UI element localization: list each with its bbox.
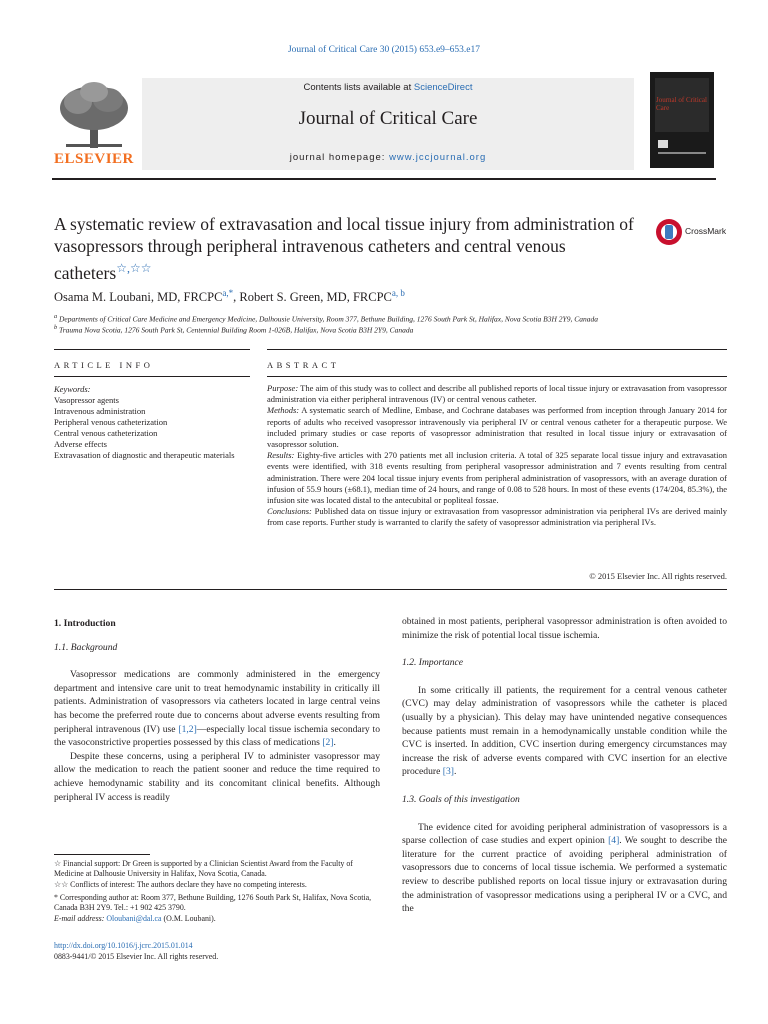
abstract-conclusions: Conclusions: Published data on tissue injury or extravasation from vasopressor administration via peripheral IVs are derived mainly from case reports. Further study is warranted to clarify the safety of vasopressor administration via peripheral IVs. <box>267 506 728 528</box>
abstract-body <box>267 383 727 529</box>
body-paragraph: Despite these concerns, using a peripheral IV to administer vasopressor may allow the medication to reach the patient sooner and reduce the time required to achieve hemodynamic stability and its concomitant clinical benefits. Although peripheral IV access is readily <box>54 750 380 803</box>
cover-title: Journal of Critical Care <box>656 96 707 112</box>
author-affil-mark[interactable]: a, b <box>391 288 405 298</box>
keyword: Vasopressor agents <box>54 395 119 405</box>
body-paragraph: In some critically ill patients, the requirement for a central venous catheter (CVC) may delay administration of vasopressors while the catheter is placed (usually by a physician). This delay may have unintended negative consequences because patients must remain in a hemodynamically unstable condition while the CVC is inserted. In addition, CVC insertion during emergency circumstances may increase the risk of adverse events compared with CVC insertion for an elective procedure [3]. <box>402 684 727 778</box>
article-info-heading: ARTICLE INFO <box>54 360 154 370</box>
body-paragraph: Vasopressor medications are commonly administered in the emergency department and intensive care unit to treat hemodynamic instability in critically ill patients. Administration of vasopressors via catheters located in large central veins has become the preferred route due to concerns about adverse events resulting from peripheral intravenous (IV) use [1,2]—especially local tissue ischemia secondary to the vasoconstrictive properties possessed by this class of medications [2]. <box>54 669 381 749</box>
keyword: Central venous catheterization <box>54 428 158 438</box>
crossmark-icon <box>655 218 683 246</box>
contents-line: Contents lists available at ScienceDirect <box>303 82 473 93</box>
divider <box>267 376 727 377</box>
citation-link[interactable]: [2] <box>322 737 334 749</box>
crossmark-badge[interactable] <box>655 216 747 248</box>
author-name: Robert S. Green, MD, FRCPC <box>239 290 392 305</box>
author-affil-mark[interactable]: a,* <box>222 288 234 298</box>
header-rule <box>52 178 716 180</box>
footnote-corresponding: * Corresponding author at: Room 377, Bethune Building, 1276 South Park St, Halifax, Nova Scotia, Canada B3H 2Y9. Tel.: +1 902 425 3790. E-mail address: Oloubani@dal.ca (O.M. Loubani). <box>54 893 372 923</box>
keyword: Peripheral venous catheterization <box>54 417 168 427</box>
divider <box>54 349 250 350</box>
body-paragraph: obtained in most patients, peripheral vasopressor administration is often avoided to minimize the risk of potential local tissue ischemia. <box>402 616 727 641</box>
citation-link[interactable]: [3] <box>442 766 454 778</box>
divider <box>54 376 250 377</box>
doi-link[interactable]: http://dx.doi.org/10.1016/j.jcrc.2015.01.014 <box>54 941 193 950</box>
body-paragraph: The evidence cited for avoiding peripheral administration of vasopressors is a sparse collection of case studies and expert opinion [4]. We sought to describe the literature for the current practice of avoiding peripheral administration of vasopressors due to concerns of local tissue ischemia. We performed a systematic review to describe published reports on local tissue injury or extravasation during the administration of vasopressor medications using a peripheral IV or a CVC, and the <box>402 821 728 915</box>
subsection-heading: 1.3. Goals of this investigation <box>402 793 520 805</box>
footnote-rule <box>54 854 150 855</box>
journal-title: Journal of Critical Care <box>298 108 478 129</box>
footnote-financial: ☆ Financial support: Dr Green is supported by a Clinician Scientist Award from the Faculty of Medicine at Dalhousie University in Halifax, Nova Scotia, Canada. <box>54 859 353 879</box>
divider <box>54 589 727 590</box>
keyword: Adverse effects <box>54 439 107 449</box>
author-list: Osama M. Loubani, MD, $FRCPC^{a,*}$, Robert S. Green, MD, FRCPC$^{a, b}$ <box>54 288 405 305</box>
journal-reference-link[interactable]: Journal of Critical Care 30 (2015) 653.e9–653.e17 <box>287 45 481 55</box>
subsection-heading: 1.1. Background <box>54 641 118 653</box>
keywords-list <box>54 395 235 461</box>
author-email-link[interactable]: Oloubani@dal.ca <box>106 913 162 923</box>
homepage-line: journal homepage: www.jccjournal.org <box>289 152 487 163</box>
publisher-wordmark: ELSEVIER <box>54 151 134 167</box>
affiliation: $^a$ Departments of Critical Care Medicine and Emergency Medicine, Dalhousie University, Room 377, Bethune Building, 1276 South Park St, Halifax, Nova Scotia B3H 2Y9, Canada <box>54 313 598 324</box>
body-column-right <box>402 615 727 916</box>
section-heading: 1. Introduction <box>54 618 116 629</box>
citation-link[interactable]: [1,2] <box>178 723 197 735</box>
journal-cover-image <box>650 72 714 168</box>
crossmark-label: CrossMark <box>685 226 727 236</box>
affiliation: $^b$ Trauma Nova Scotia, 1276 South Park St, Centennial Building Room 1-026B, Halifax, Nova Scotia B3H 2Y9, Canada <box>54 324 414 335</box>
abstract-copyright: © 2015 Elsevier Inc. All rights reserved. <box>589 571 727 581</box>
author-name: Osama M. Loubani, MD, FRCPC <box>54 290 223 305</box>
abstract-methods: Methods: A systematic search of Medline, Embase, and Cochrane databases was performed from inception through January 2014 for reports of adults who received vasopressor intravenously via peripheral IV or central venous catheter for a therapeutic purpose. We included primary studies or case reports of vasopressor administration that resulted in local tissue injury or extravasation of vasopressor solution. <box>267 405 727 450</box>
abstract-results: Results: Eighty-five articles with 270 patients met all inclusion criteria. A total of 325 separate local tissue injury and extravasation events were identified, with 318 events resulting from peripheral vasopressor administration and 7 events resulting from central administration. There were 204 local tissue injury events from peripheral administration of vasopressors, with an average duration of infusion of 55.9 hours (±68.1), median time of 24 hours, and range of 0.08 to 528 hours. In most of these events (174/204, 85.3%), the infusion site was located distal to the antecubital or popliteal fossae. <box>267 450 728 506</box>
keywords-label: Keywords: <box>54 384 91 394</box>
citation-link[interactable]: [4] <box>608 835 620 847</box>
title-footnote-marks[interactable]: ☆,☆☆ <box>116 261 152 275</box>
journal-homepage-link[interactable]: www.jccjournal.org <box>389 152 487 163</box>
body-column-left <box>54 617 380 804</box>
subsection-heading: 1.2. Importance <box>402 657 464 669</box>
sciencedirect-link[interactable]: ScienceDirect <box>413 82 473 93</box>
keyword: Extravasation of diagnostic and therapeutic materials <box>54 450 235 460</box>
issn-line: 0883-9441/© 2015 Elsevier Inc. All rights reserved. <box>54 952 219 961</box>
abstract-purpose: Purpose: The aim of this study was to collect and describe all published reports of local tissue injury or extravasation from vasopressor administration via either peripheral intravenous (IV) or central venous catheter. <box>267 383 727 405</box>
article-title: A systematic review of extravasation and local tissue injury from administration of vasopressors through peripheral intravenous catheters and central venous catheters☆,☆☆ <box>54 214 634 283</box>
abstract-heading: ABSTRACT <box>267 360 340 370</box>
keyword: Intravenous administration <box>54 406 146 416</box>
footnote-conflicts: ☆☆ Conflicts of interest: The authors declare they have no competing interests. <box>54 880 307 889</box>
divider <box>267 349 727 350</box>
